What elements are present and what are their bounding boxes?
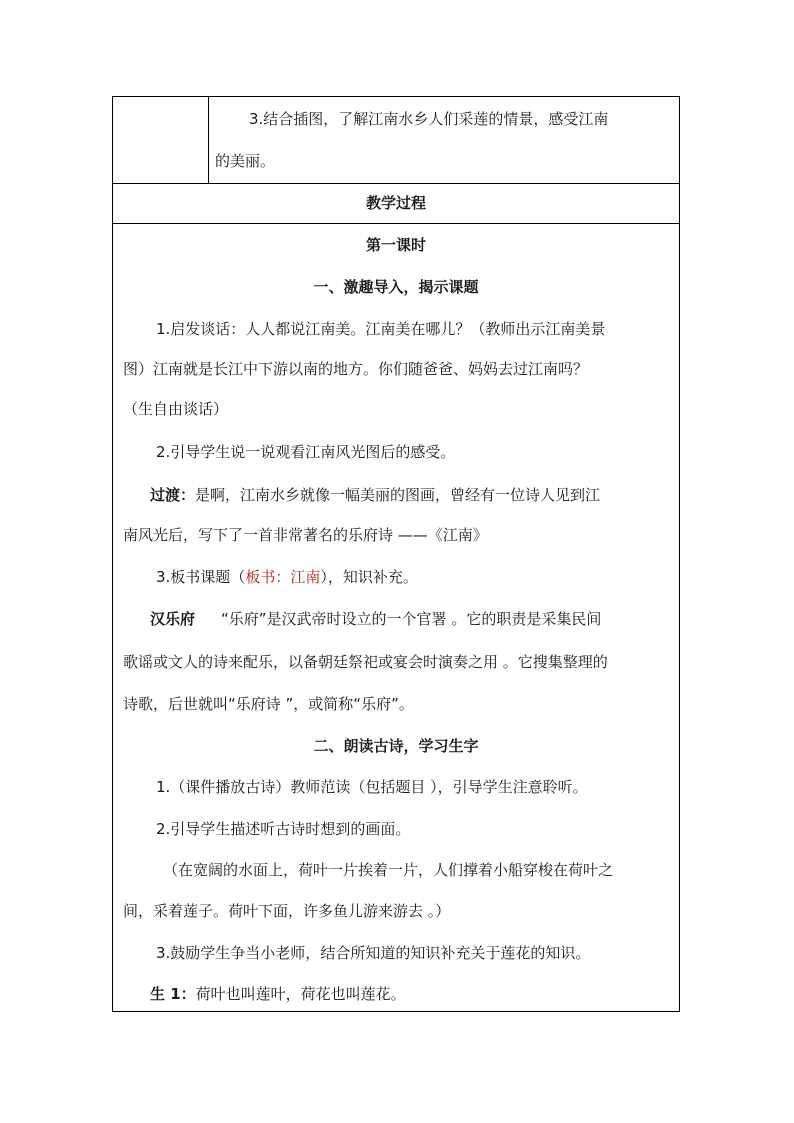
paragraph-line: 1.启发谈话：人人都说江南美。江南美在哪儿？（教师出示江南美景: [156, 320, 606, 338]
paragraph-line: 南风光后，写下了一首非常著名的乐府诗 ——《江南》: [123, 526, 488, 544]
board-prefix: 3.板书课题（: [156, 568, 246, 586]
part-heading: 一、激趣导入，揭示课题: [313, 278, 479, 296]
paragraph-line: 2.引导学生描述听古诗时想到的画面。: [156, 820, 411, 838]
table-row-divider: [113, 183, 679, 184]
paragraph-line: 3.鼓励学生争当小老师，结合所知道的知识补充关于莲花的知识。: [156, 944, 591, 962]
lesson-table: [112, 96, 680, 1012]
transition-paragraph: [150, 485, 600, 505]
paragraph-line: （在宽阔的水面上，荷叶一片挨着一片，人们撑着小船穿梭在荷叶之: [163, 861, 614, 879]
objective-line: 的美丽。: [215, 152, 276, 170]
han-yuefu-paragraph: [150, 609, 601, 629]
part-heading: 二、朗读古诗，学习生字: [313, 737, 479, 755]
paragraph-line: 诗歌，后世就叫“乐府诗 ”，或简称“乐府”。: [123, 695, 414, 713]
paragraph-line: 歌谣或文人的诗来配乐，以备朝廷祭祀或宴会时演奏之用 。它搜集整理的: [123, 653, 608, 671]
table-row-divider: [113, 223, 679, 224]
paragraph-line: 2.引导学生说一说观看江南风光图后的感受。: [156, 443, 456, 461]
transition-label: 过渡：: [150, 486, 196, 504]
student-label: 生 1：: [150, 985, 196, 1003]
objective-line: 3.结合插图，了解江南水乡人们采莲的情景，感受江南: [249, 110, 609, 128]
paragraph-line: （生自由谈话）: [123, 400, 229, 418]
transition-text: 是啊，江南水乡就像一幅美丽的图画，曾经有一位诗人见到江: [195, 486, 601, 504]
paragraph-line: 图）江南就是长江中下游以南的地方。你们随爸爸、妈妈去过江南吗？: [123, 360, 589, 378]
board-suffix: ），知识补充。: [320, 568, 418, 586]
han-yuefu-text: “乐府”是汉武帝时设立的一个官署 。它的职责是采集民间: [221, 610, 602, 628]
student-answer: [150, 984, 406, 1004]
board-title: 板书：江南: [245, 568, 321, 586]
student-text: 荷叶也叫莲叶，荷花也叫莲花。: [195, 985, 406, 1003]
paragraph-line: 1.（课件播放古诗）教师范读（包括题目 ），引导学生注意聆听。: [156, 778, 588, 796]
section-title: 教学过程: [365, 194, 426, 212]
lesson-heading: 第一课时: [365, 236, 426, 254]
table-column-divider: [208, 97, 209, 183]
han-yuefu-label: 汉乐府: [150, 610, 196, 628]
blackboard-paragraph: [156, 567, 418, 587]
paragraph-line: 间，采着莲子。荷叶下面，许多鱼儿游来游去 。）: [123, 902, 451, 920]
